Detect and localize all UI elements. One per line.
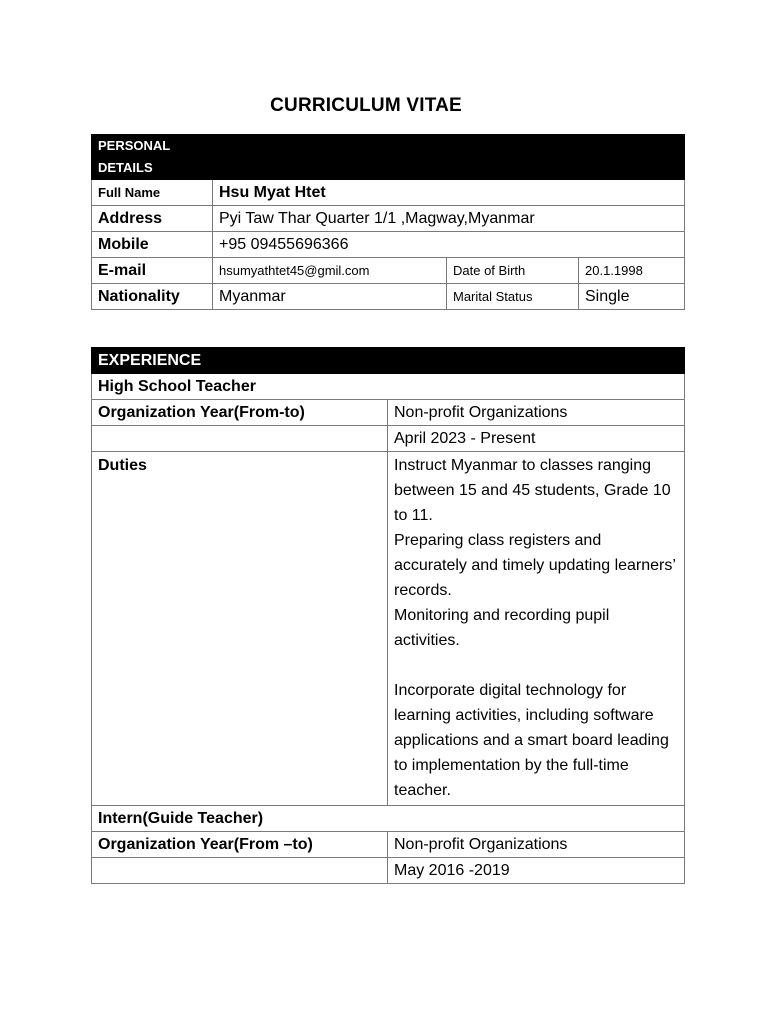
personal-details-header-row [92,135,685,180]
job1-org-label: Organization Year(From-to) [92,400,388,426]
email-value: hsumyathtet45@gmil.com [213,258,447,284]
marital-label: Marital Status [447,284,579,310]
full-name-value: Hsu Myat Htet [213,180,685,206]
email-row [92,258,685,284]
mobile-label: Mobile [92,232,213,258]
full-name-row [92,180,685,206]
job2-org-value: Non-profit Organizations [388,832,685,858]
experience-header: EXPERIENCE [92,348,685,374]
address-value: Pyi Taw Thar Quarter 1/1 ,Magway,Myanmar [213,206,685,232]
duty-spacer [394,653,678,678]
duty-item: Preparing class registers and accurately and timely updating learners’ records. [394,532,676,599]
job1-duties-label: Duties [92,452,388,806]
address-row [92,206,685,232]
job2-org-row [92,832,685,858]
job2-period-value: May 2016 -2019 [388,858,685,884]
job1-period-value: April 2023 - Present [388,426,685,452]
job1-duties-value [388,452,685,806]
job2-title: Intern(Guide Teacher) [92,806,685,832]
personal-details-header: PERSONAL DETAILS [92,135,685,180]
experience-header-row [92,348,685,374]
job1-title-row [92,374,685,400]
personal-details-table [91,134,685,310]
mobile-value: +95 09455696366 [213,232,685,258]
dob-value: 20.1.1998 [579,258,685,284]
dob-label: Date of Birth [447,258,579,284]
job1-period-row [92,426,685,452]
job2-period-row [92,858,685,884]
job1-period-empty [92,426,388,452]
duty-item: Incorporate digital technology for learning activities, including software applications and a smart board leading to implementation by the full-time teacher. [394,682,669,799]
job2-period-empty [92,858,388,884]
cv-title: CURRICULUM VITAE [270,95,462,116]
job2-org-label: Organization Year(From –to) [92,832,388,858]
email-label: E-mail [92,258,213,284]
job2-title-row [92,806,685,832]
marital-value: Single [579,284,685,310]
job1-duties-row [92,452,685,806]
job1-title: High School Teacher [92,374,685,400]
address-label: Address [92,206,213,232]
duty-item: Instruct Myanmar to classes ranging between 15 and 45 students, Grade 10 to 11. [394,457,671,524]
nationality-row [92,284,685,310]
duty-item: Monitoring and recording pupil activities. [394,607,610,649]
nationality-value: Myanmar [213,284,447,310]
nationality-label: Nationality [92,284,213,310]
mobile-row [92,232,685,258]
full-name-label: Full Name [92,180,213,206]
experience-table [91,347,685,884]
job1-org-value: Non-profit Organizations [388,400,685,426]
job1-org-row [92,400,685,426]
